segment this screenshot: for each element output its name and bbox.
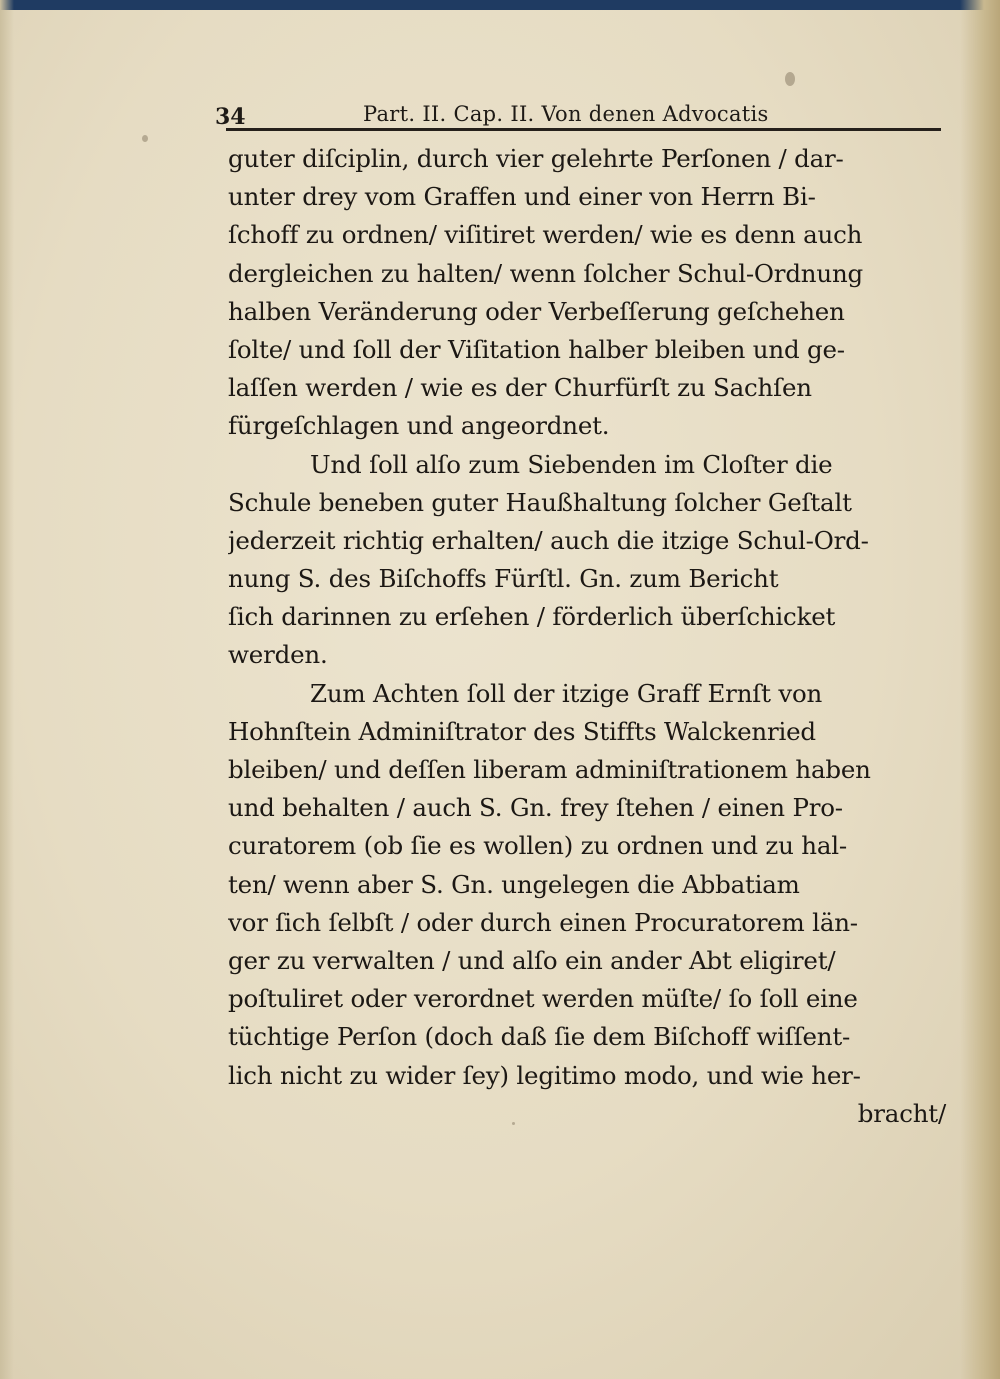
- text-line: ſchoff zu ordnen/ viſitiret werden/ wie es denn auch: [228, 220, 863, 250]
- text-line: halben Veränderung oder Verbeſſerung geſchehen: [228, 296, 845, 326]
- running-head: Part. II. Cap. II. Von denen Advocatis: [363, 102, 769, 126]
- text-line: Und ſoll alſo zum Siebenden im Cloſter die: [310, 449, 833, 479]
- text-line: poſtuliret oder verordnet werden müſte/ ſo ſoll eine: [228, 984, 858, 1014]
- text-line: ten/ wenn aber S. Gn. ungelegen die Abbatiam: [228, 869, 800, 899]
- text-line: curatorem (ob ſie es wollen) zu ordnen und zu hal-: [228, 831, 847, 861]
- catchword: bracht/: [857, 1098, 946, 1128]
- text-line: vor ſich ſelbſt / oder durch einen Procuratorem län-: [228, 907, 858, 937]
- text-line: Zum Achten ſoll der itzige Graff Ernſt von: [310, 678, 823, 708]
- page-right-edge: [960, 0, 1000, 1379]
- text-line: Hohnſtein Adminiſtrator des Stiffts Walckenried: [228, 716, 816, 746]
- scan-top-border: [0, 0, 1000, 10]
- text-line: laſſen werden / wie es der Churfürſt zu Sachſen: [228, 373, 812, 403]
- text-line: ger zu verwalten / und alſo ein ander Abt eligiret/: [228, 945, 836, 975]
- text-line: werden.: [228, 640, 328, 670]
- text-line: nung S. des Biſchoffs Fürſtl. Gn. zum Bericht: [228, 564, 779, 594]
- text-line: jederzeit richtig erhalten/ auch die itzige Schul-Ord-: [228, 525, 869, 555]
- text-line: fürgeſchlagen und angeordnet.: [228, 411, 610, 441]
- header-rule: [226, 128, 941, 131]
- text-line: dergleichen zu halten/ wenn ſolcher Schul-Ordnung: [228, 258, 864, 288]
- paper-speck: [785, 72, 795, 86]
- text-line: guter diſciplin, durch vier gelehrte Perſonen / dar-: [228, 144, 844, 173]
- page-number: 34: [215, 104, 246, 130]
- paper-speck: [142, 135, 148, 142]
- text-line: und behalten / auch S. Gn. frey ſtehen / einen Pro-: [228, 793, 843, 823]
- text-line: lich nicht zu wider ſey) legitimo modo, und wie her-: [228, 1060, 861, 1090]
- text-line: ſich darinnen zu erſehen / förderlich überſchicket: [228, 602, 836, 632]
- text-line: tüchtige Perſon (doch daß ſie dem Biſchoff wiſſent-: [228, 1022, 851, 1052]
- body-text: [228, 140, 950, 1133]
- page-left-edge: [0, 0, 14, 1379]
- text-line: bleiben/ und deſſen liberam adminiſtrationem haben: [228, 755, 871, 784]
- text-line: ſolte/ und ſoll der Viſitation halber bleiben und ge-: [228, 334, 845, 364]
- text-line: Schule beneben guter Haußhaltung ſolcher Geſtalt: [228, 487, 852, 517]
- text-line: unter drey vom Graffen und einer von Herrn Bi-: [228, 182, 816, 212]
